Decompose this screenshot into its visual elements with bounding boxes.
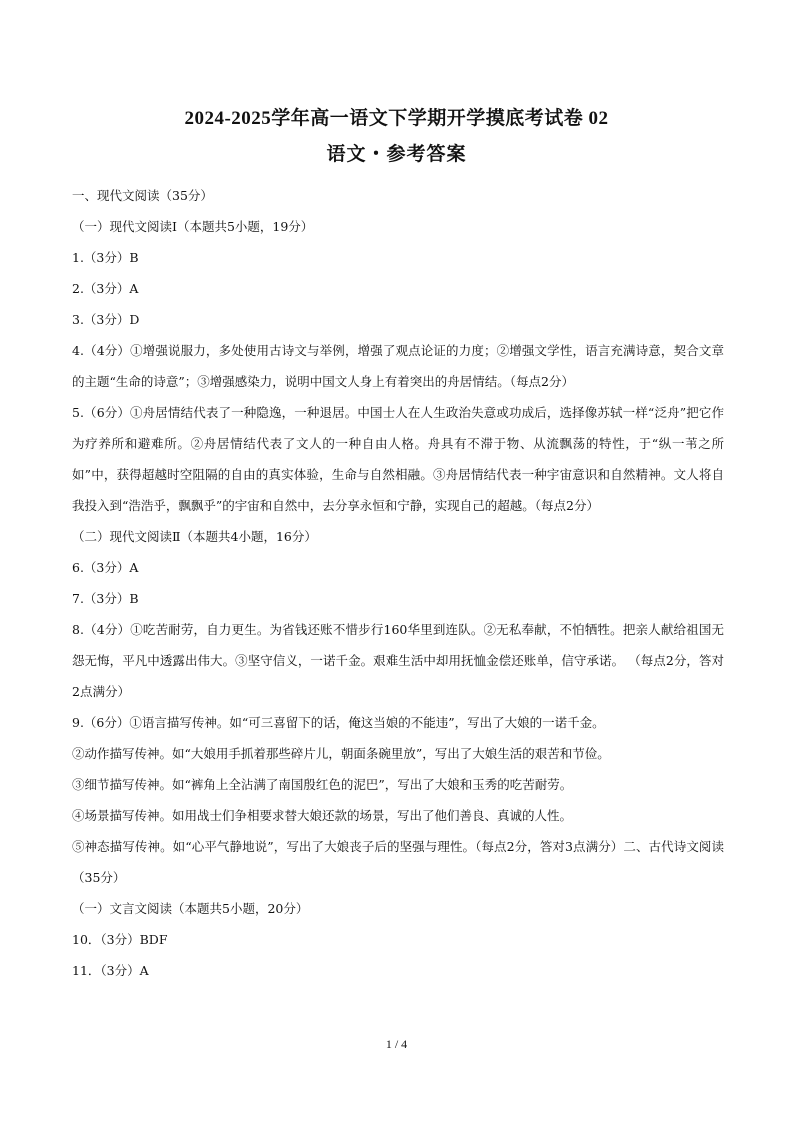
answer-paragraph: 8.（4分）①吃苦耐劳，自力更生。为省钱还账不惜步行160华里到连队。②无私奉献，不怕牺牲。把亲人献给祖国无怨无悔，平凡中透露出伟大。③坚守信义，一诺千金。艰难生活中却用抚恤金偿还账单，信守承诺。 （每点2分，答对2点满分） — [72, 622, 724, 699]
answer-paragraph: ②动作描写传神。如“大娘用手抓着那些碎片儿，朝面条碗里放”，写出了大娘生活的艰苦和节俭。 — [72, 746, 610, 761]
answer-line: 7.（3分）B — [72, 591, 139, 606]
page-title: 2024-2025学年高一语文下学期开学摸底考试卷 02 — [184, 108, 609, 129]
page-subtitle: 语文・参考答案 — [326, 144, 467, 165]
subsection-heading: （一）文言文阅读（本题共5小题，20分） — [72, 901, 309, 916]
answer-line: 3.（3分）D — [72, 312, 140, 327]
answer-paragraph: 9.（6分）①语言描写传神。如“可三喜留下的话，俺这当娘的不能违”，写出了大娘的一诺千金。 — [72, 715, 605, 730]
subsection-heading: （一）现代文阅读Ⅰ（本题共5小题，19分） — [72, 219, 314, 234]
answer-line: 11．（3分）A — [72, 963, 149, 978]
page-number: 1 / 4 — [385, 1037, 408, 1051]
subsection-heading: （二）现代文阅读Ⅱ（本题共4小题，16分） — [72, 529, 317, 544]
answer-paragraph: 5.（6分）①舟居情结代表了一种隐逸，一种退居。中国士人在人生政治失意或功成后，选择像苏轼一样“泛舟”把它作为疗养所和避难所。②舟居情结代表了文人的一种自由人格。舟具有不滞于物、从流飘荡的特性，于“纵一苇之所如”中，获得超越时空阻隔的自由的真实体验，生命与自然相融。③舟居情结代表一种宇宙意识和自然精神。文人将自我投入到“浩浩乎，飘飘乎”的宇宙和自然中，去分享永恒和宁静，实现自己的超越。（每点2分） — [72, 405, 724, 513]
answer-line: 2.（3分）A — [72, 281, 139, 296]
answer-line: 10．（3分）BDF — [72, 932, 168, 947]
answer-paragraph: ⑤神态描写传神。如“心平气静地说”，写出了大娘丧子后的坚强与理性。（每点2分，答对3点满分）二、古代诗文阅读（35分） — [72, 839, 724, 885]
answer-line: 1.（3分）B — [72, 250, 139, 265]
answer-line: 6.（3分）A — [72, 560, 139, 575]
answer-paragraph: ④场景描写传神。如用战士们争相要求替大娘还款的场景，写出了他们善良、真诚的人性。 — [72, 808, 573, 823]
section-heading: 一、现代文阅读（35分） — [72, 188, 213, 203]
answer-paragraph: 4.（4分）①增强说服力，多处使用古诗文与举例，增强了观点论证的力度；②增强文学性，语言充满诗意，契合文章的主题“生命的诗意”；③增强感染力，说明中国文人身上有着突出的舟居情结。（每点2分） — [72, 343, 724, 389]
answer-paragraph: ③细节描写传神。如“裤角上全沾满了南国殷红色的泥巴”，写出了大娘和玉秀的吃苦耐劳。 — [72, 777, 573, 792]
answer-content — [72, 180, 724, 986]
